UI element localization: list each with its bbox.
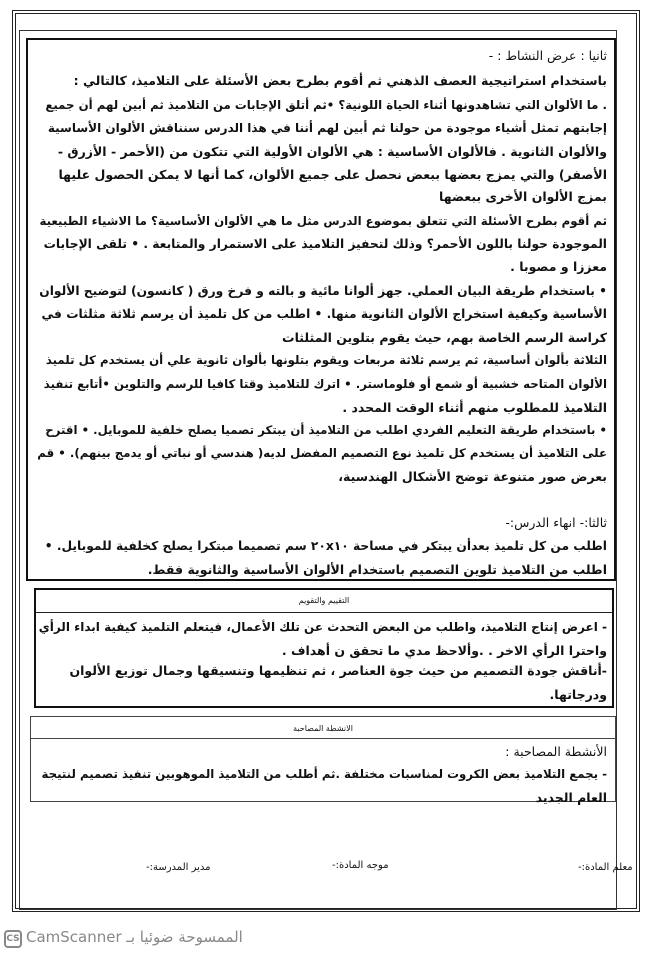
text-line: التلاميذ للمطلوب منهم أثناء الوقت المحدد .: [342, 400, 607, 415]
activities-subheading: الأنشطة المصاحبة :: [505, 744, 607, 759]
text-line: باستخدام استراتيجية العصف الذهني ثم أقوم بطرح بعض الأسئلة على التلاميذ، كالتالي :: [73, 73, 607, 88]
evaluation-divider: [36, 612, 612, 613]
text-line: الأصفر) والتي يمزج بعضها ببعض نحصل على جميع الألوان، كما أنها لا يمكن الحصول عليها: [58, 167, 607, 182]
text-line: - اعرض إنتاج التلاميذ، واطلب من البعض التحدث عن تلك الأعمال، فيتعلم التلميذ كيفية ابداء الرأي: [38, 620, 607, 634]
text-line: • باستخدام طريقة التعليم الفردي اطلب من التلاميذ أن يبتكر تصميا يصلح خلفية للموبايل. • اقترح: [45, 423, 607, 437]
principal-signature-label: مدير المدرسة:-: [146, 862, 211, 873]
text-line: العام الجديد: [535, 790, 607, 805]
teacher-signature-label: معلم المادة:-: [578, 862, 633, 873]
camscanner-watermark-text: الممسوحة ضوئيا بـ CamScanner: [26, 928, 243, 946]
text-line: والألوان الثانوية . فالألوان الأساسية : هي الألوان الأولية التي تتكون من (الأحمر - الأزرق -: [57, 144, 607, 159]
text-line: اطلب من كل تلميذ بعدأن يبتكر في مساحة ٢٠x١٠ سم تصميما مبتكرا يصلح كخلفية للموبايل. •: [44, 539, 607, 553]
text-line: بعرض صور متنوعة توضح الأشكال الهندسية،: [338, 469, 607, 484]
evaluation-title: التقييم والتقويم: [298, 596, 350, 605]
section3-heading: ثالثا:- انهاء الدرس:-: [505, 515, 607, 530]
text-line: ودرجاتها.: [549, 687, 607, 702]
text-line: الأساسية وكيفية استخراج الألوان الثانوية منها. • اطلب من كل تلميذ أن يرسم ثلاثة مثلثات في: [41, 307, 607, 321]
text-line: - يجمع التلاميذ بعض الكروت لمناسبات مختلفة .ثم أطلب من التلاميذ الموهوبين تنفيذ تصميم لنتيجة: [41, 767, 607, 781]
text-line: -أناقش جودة التصميم من حيث جوة العناصر ، ثم تنظيمها وتنسيقها وجمال توزيع الألوان: [69, 663, 607, 678]
text-line: اطلب من التلاميذ تلوين التصميم باستخدام الألوان الأساسية والثانوية فقط.: [147, 562, 607, 577]
text-line: معززا و مصوبا .: [510, 259, 607, 274]
text-line: الألوان المتاحه خشبية أو شمع أو فلوماستر. • اترك للتلاميذ وقتا كافيا للرسم والتلوين •أتابع تنفيذ: [43, 377, 607, 391]
text-line: كراسة الرسم الخاصة بهم، حيث يقوم بتلوين المثلثات: [282, 330, 607, 345]
text-line: . ما الألوان التي تشاهدونها أثناء الحياة اللونية؟ •ثم أتلق الإجابات من التلاميذ ثم أبين لهم أن جميع: [45, 98, 607, 112]
text-line: ثم أقوم بطرح الأسئلة التي تتعلق بموضوع الدرس مثل ما هي الألوان الأساسية؟ ما الاشياء الطبيعية: [39, 214, 607, 228]
camscanner-logo-icon: CS: [4, 930, 22, 948]
section2-heading: ثانيا : عرض النشاط : -: [488, 48, 607, 63]
activities-divider: [30, 738, 616, 739]
text-line: الثلاثة بألوان أساسية، ثم يرسم ثلاثة مربعات ويقوم بتلونها بألوان ثانوية علي أن يستخدم كل تلميذ: [45, 353, 607, 367]
text-line: واحترا الرأي الاخر . .وألاحظ مدي ما تحقق ن أهداف .: [281, 643, 607, 658]
activities-title: الانشطة المصاحبة: [293, 724, 353, 733]
text-line: • باستخدام طريقة البيان العملي. جهز ألوانا مائية و بالته و فرخ ورق ( كانسون) لتوضيح الألوان: [39, 284, 607, 298]
text-line: الموجودة حولنا باللون الأحمر؟ وذلك لتحفيز التلاميذ على الاستمرار والمتابعة . • تلقى الإجابات: [43, 237, 607, 251]
text-line: بمزج الألوان الأخرى ببعضها: [439, 189, 607, 204]
text-line: على التلاميذ أن يستخدم كل تلميذ نوع التصميم المفضل لديه( هندسي أو نباتي أو يدمج بينهم). • قم: [37, 446, 607, 460]
text-line: إجابتهم تمثل أشياء موجودة من حولنا ثم أبين لهم أننا في هذا الدرس سنناقش الألوان الأساسية: [47, 121, 607, 135]
supervisor-signature-label: موجه المادة:-: [332, 860, 389, 871]
